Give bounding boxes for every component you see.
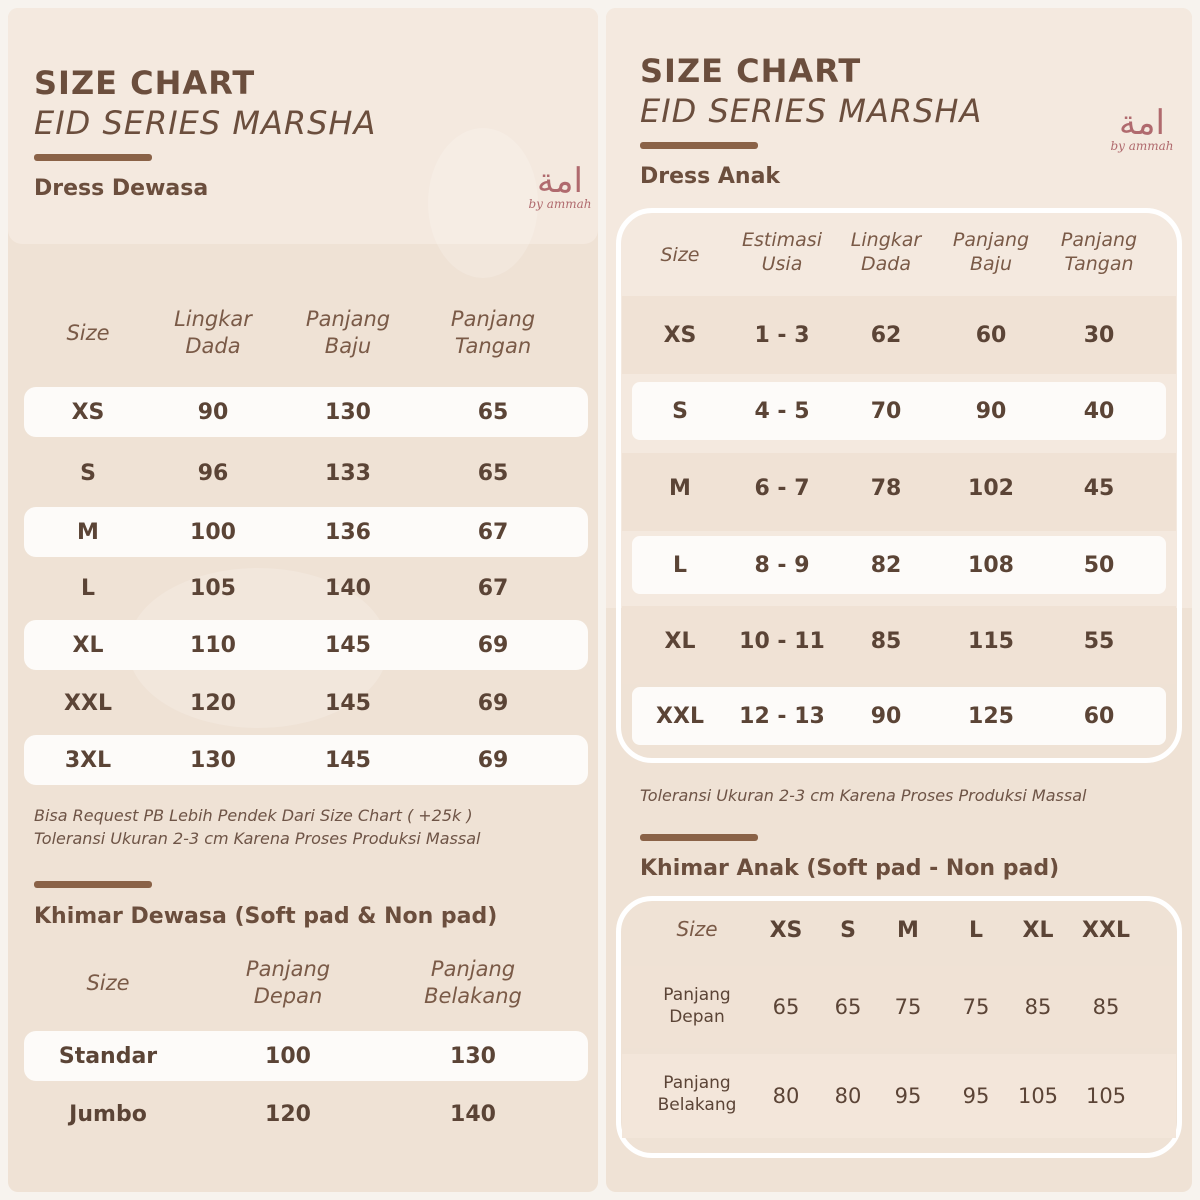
table-cell: 90 [870, 703, 902, 729]
table-cell: 140 [450, 1101, 496, 1127]
divider [640, 142, 758, 149]
table-cell: 62 [870, 322, 902, 348]
table-cell: 133 [325, 460, 371, 486]
table-cell: 100 [190, 519, 236, 545]
row-label: Panjang Depan [663, 985, 731, 1027]
note-tolerance: Toleransi Ukuran 2-3 cm Karena Proses Produksi Massal [640, 786, 1087, 805]
table-cell: 120 [265, 1101, 311, 1127]
table-cell: 110 [190, 632, 236, 658]
table-cell: 69 [477, 632, 509, 658]
header-size-l: L [968, 917, 984, 943]
table-cell: 145 [325, 690, 371, 716]
header-size: Size [676, 917, 718, 941]
header-size-xs: XS [769, 917, 803, 943]
header-size: Size [86, 971, 130, 995]
table-cell: 65 [834, 995, 862, 1019]
table-row [24, 678, 588, 728]
table-cell: 130 [450, 1043, 496, 1069]
note-tolerance: Toleransi Ukuran 2-3 cm Karena Proses Produksi Massal [34, 829, 481, 848]
table-cell: XXL [64, 690, 112, 716]
table-cell: S [80, 460, 96, 486]
brand-logo [524, 161, 596, 211]
header-estimasi-usia: Estimasi Usia [742, 229, 822, 275]
table-cell: 69 [477, 690, 509, 716]
table-cell: 85 [870, 628, 902, 654]
table-cell: 40 [1083, 398, 1115, 424]
divider [34, 154, 152, 161]
table-cell: 1 - 3 [754, 322, 810, 348]
table-cell: 85 [1092, 995, 1120, 1019]
table-cell: 120 [190, 690, 236, 716]
row-label: Panjang Belakang [657, 1073, 737, 1115]
table-cell: XL [664, 628, 696, 654]
table-cell: 30 [1083, 322, 1115, 348]
table-row [24, 1031, 588, 1081]
table-cell: XXL [656, 703, 704, 729]
table-cell: M [669, 475, 691, 501]
table-cell: 70 [870, 398, 902, 424]
table-cell: 105 [1085, 1084, 1127, 1108]
table-row [24, 735, 588, 785]
brand-logo-by: by ammah [528, 197, 592, 211]
header-size: Size [66, 321, 110, 345]
table-cell: 67 [477, 519, 509, 545]
table-cell: XS [71, 399, 105, 425]
table-row [622, 306, 1176, 364]
table-cell: 3XL [64, 747, 112, 773]
table-cell: 95 [962, 1084, 990, 1108]
table-cell: 67 [477, 575, 509, 601]
header-size-xl: XL [1022, 917, 1054, 943]
brand-logo-by: by ammah [1110, 139, 1174, 153]
table-row [24, 387, 588, 437]
table-cell: 95 [894, 1084, 922, 1108]
table-row [24, 507, 588, 557]
table-cell: 102 [968, 475, 1014, 501]
table-cell: L [672, 552, 688, 578]
section-title-khimar-anak: Khimar Anak (Soft pad - Non pad) [640, 856, 1060, 881]
table-row [622, 612, 1176, 670]
table-cell: S [672, 398, 688, 424]
table-cell: 136 [325, 519, 371, 545]
table-cell: 96 [197, 460, 229, 486]
table-cell: 145 [325, 632, 371, 658]
page-subtitle: EID SERIES MARSHA [34, 104, 377, 142]
table-row [632, 687, 1166, 745]
section-title-dress-dewasa: Dress Dewasa [34, 176, 209, 201]
page-subtitle: EID SERIES MARSHA [640, 92, 983, 130]
table-cell: 130 [325, 399, 371, 425]
table-cell: 140 [325, 575, 371, 601]
header-panjang-tangan: Panjang Tangan [1060, 229, 1138, 275]
table-cell: 85 [1024, 995, 1052, 1019]
divider [640, 834, 758, 841]
table-cell: 8 - 9 [754, 552, 810, 578]
table-cell: XL [72, 632, 104, 658]
table-cell: 100 [265, 1043, 311, 1069]
table-cell: 145 [325, 747, 371, 773]
header-lingkar-dada: Lingkar Dada [850, 229, 922, 275]
table-cell: 78 [870, 475, 902, 501]
table-cell: 115 [968, 628, 1014, 654]
table-cell: 80 [834, 1084, 862, 1108]
table-cell: 10 - 11 [739, 628, 825, 654]
table-cell: 60 [1083, 703, 1115, 729]
table-cell: 65 [477, 460, 509, 486]
table-cell: 80 [772, 1084, 800, 1108]
divider [34, 881, 152, 888]
table-cell: XS [663, 322, 697, 348]
header-panjang-baju: Panjang Baju [305, 307, 391, 358]
table-cell: 6 - 7 [754, 475, 810, 501]
table-row [24, 1089, 588, 1139]
page-title: SIZE CHART [640, 52, 862, 90]
table-cell: 55 [1083, 628, 1115, 654]
brand-logo-glyph: امة [1119, 103, 1165, 143]
section-title-dress-anak: Dress Anak [640, 164, 781, 189]
table-row [24, 620, 588, 670]
table-row [24, 563, 588, 613]
brand-logo [1106, 103, 1178, 153]
table-cell: 75 [894, 995, 922, 1019]
size-chart-anak-panel [606, 8, 1192, 1192]
header-size-xxl: XXL [1082, 917, 1130, 943]
table-cell: 60 [975, 322, 1007, 348]
header-size-s: S [840, 917, 856, 943]
table-row [632, 536, 1166, 594]
table-cell: 130 [190, 747, 236, 773]
table-cell: 69 [477, 747, 509, 773]
table-cell: Jumbo [69, 1101, 147, 1127]
header-panjang-baju: Panjang Baju [952, 229, 1030, 275]
note-request: Bisa Request PB Lebih Pendek Dari Size Chart ( +25k ) [34, 806, 473, 825]
table-cell: 65 [772, 995, 800, 1019]
table-cell: 65 [477, 399, 509, 425]
table-cell: 75 [962, 995, 990, 1019]
table-cell: 90 [197, 399, 229, 425]
table-row [622, 459, 1176, 517]
brand-logo-glyph: امة [537, 161, 583, 201]
table-cell: 45 [1083, 475, 1115, 501]
table-row [24, 448, 588, 498]
size-chart-dewasa-panel [8, 8, 598, 1192]
header-panjang-depan: Panjang Depan [245, 957, 331, 1008]
table-cell: 125 [968, 703, 1014, 729]
table-cell: 90 [975, 398, 1007, 424]
table-cell: 82 [870, 552, 902, 578]
section-title-khimar-dewasa: Khimar Dewasa (Soft pad & Non pad) [34, 904, 498, 929]
table-cell: L [80, 575, 96, 601]
table-cell: 50 [1083, 552, 1115, 578]
page-title: SIZE CHART [34, 64, 256, 102]
table-row [632, 382, 1166, 440]
header-size-m: M [897, 917, 919, 943]
header-panjang-tangan: Panjang Tangan [450, 307, 536, 358]
table-cell: 108 [968, 552, 1014, 578]
table-cell: Standar [58, 1043, 158, 1069]
header-panjang-belakang: Panjang Belakang [424, 957, 522, 1008]
table-cell: 12 - 13 [739, 703, 825, 729]
table-cell: 105 [190, 575, 236, 601]
table-cell: 4 - 5 [754, 398, 810, 424]
table-cell: 105 [1017, 1084, 1059, 1108]
table-cell: M [77, 519, 99, 545]
header-lingkar-dada: Lingkar Dada [174, 307, 252, 358]
header-size: Size [660, 244, 700, 266]
background-photo-shape [428, 128, 538, 278]
